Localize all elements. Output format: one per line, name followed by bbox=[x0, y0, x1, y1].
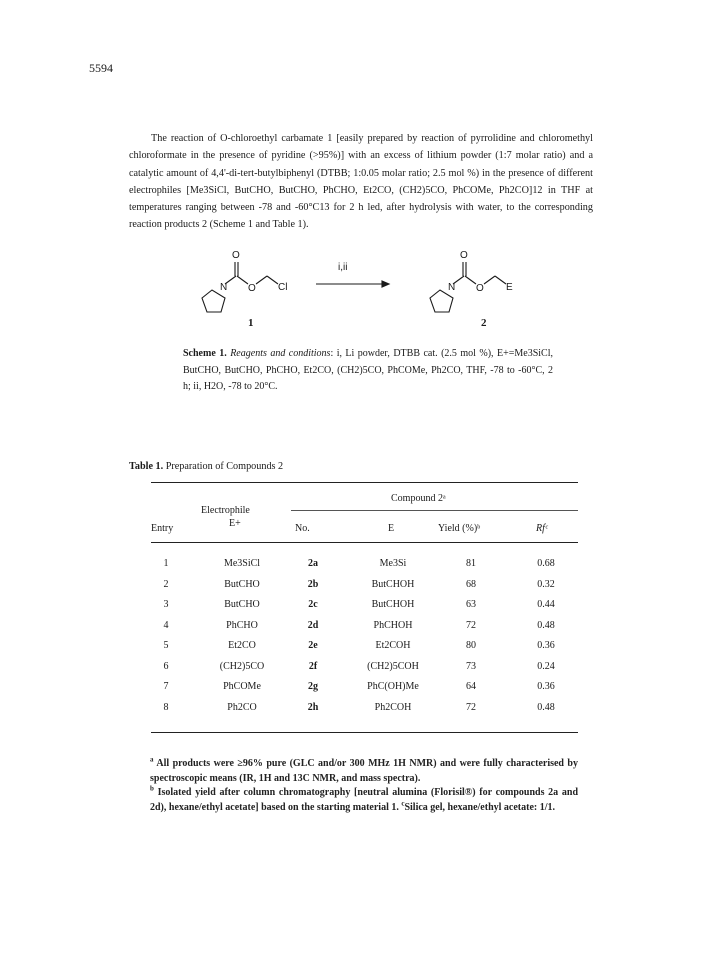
footnote-c-text: Silica gel, hexane/ethyl acetate: 1/1. bbox=[404, 802, 555, 814]
compound-2-label: 2 bbox=[481, 317, 487, 329]
table-yield: 80 bbox=[466, 640, 476, 651]
table-compound-no: 2c bbox=[308, 599, 318, 610]
table-row bbox=[151, 702, 578, 722]
header-entry: Entry bbox=[151, 523, 174, 534]
table-entry: 3 bbox=[163, 599, 169, 610]
table-entry: 7 bbox=[163, 681, 169, 692]
table-yield: 72 bbox=[466, 619, 476, 631]
table-compound-no: 2a bbox=[308, 558, 318, 569]
table-rf: 0.68 bbox=[537, 558, 555, 569]
table-yield: 73 bbox=[466, 660, 476, 672]
table-e-group: ButCHOH bbox=[371, 578, 415, 590]
reagents-label: i,ii bbox=[338, 262, 348, 273]
atom-o-carbonyl-2: O bbox=[460, 250, 468, 261]
table-electrophile: ButCHO bbox=[224, 599, 260, 610]
scheme-caption-lead: Scheme 1. bbox=[183, 348, 227, 359]
table-yield: 64 bbox=[466, 681, 476, 692]
table-title-bold: Table 1. bbox=[129, 461, 164, 472]
table-rf: 0.48 bbox=[537, 701, 555, 713]
table-e-group: Me3Si bbox=[379, 558, 407, 569]
table-entry: 4 bbox=[163, 619, 169, 631]
table-top-rule bbox=[151, 482, 578, 483]
header-electrophile-sub: E+ bbox=[229, 518, 241, 529]
compound-1-label: 1 bbox=[248, 317, 254, 329]
table-entry: 1 bbox=[163, 558, 169, 569]
header-sub-rule bbox=[291, 510, 578, 511]
table-entry: 6 bbox=[163, 660, 169, 672]
body-paragraph: The reaction of O-chloroethyl carbamate 1 [easily prepared by reaction of pyrrolidine and chloromethyl chloroformate in the presence of pyridine (>95%)] with an excess of lithium powder (1:7 molar ratio) and a catalytic amount of 4,4'-di-tert-butylbiphenyl (DTBB; 1:0.05 molar ratio; 2.5 mol %) in the presence of different electrophiles [Me3SiCl, ButCHO, ButCHO, PhCHO, Et2CO, (CH2)5CO, PhCOMe, Ph2CO]12 in THF at temperatures ranging between -78 and -60°C13 for 2 h led, after hydrolysis with water, to the corresponding reaction products 2 (Scheme 1 and Table 1). bbox=[129, 133, 593, 231]
table-e-group: PhCHOH bbox=[373, 619, 413, 631]
table-compound-no: 2g bbox=[308, 681, 318, 692]
atom-cl: Cl bbox=[278, 282, 288, 293]
table-compound-no: 2b bbox=[307, 578, 319, 590]
table-e-group: Et2COH bbox=[375, 640, 411, 651]
footnote-b-mark: b bbox=[150, 785, 154, 794]
atom-o-carbonyl-1: O bbox=[232, 250, 240, 261]
table-yield: 68 bbox=[466, 578, 476, 590]
table-e-group: Ph2COH bbox=[374, 701, 412, 713]
table-rf: 0.44 bbox=[537, 599, 555, 610]
scheme-caption-text: : i, Li powder, DTBB cat. (2.5 mol %), E+=Me3SiCl, ButCHO, ButCHO, PhCHO, Et2CO, (CH2)5CO, PhCOMe, Ph2CO, THF, -78 to -60°C, 2 h; ii, H2O, -78 to 20°C. bbox=[183, 348, 553, 392]
compound-2-structure bbox=[430, 262, 506, 312]
header-electrophile: Electrophile bbox=[201, 505, 250, 516]
scheme-caption bbox=[183, 346, 553, 396]
footnote-b-text: Isolated yield after column chromatography [neutral alumina (Florisil®) for compounds 2a and 2d), hexane/ethyl acetate] based on the starting material 1. bbox=[150, 787, 578, 814]
table-title-text: Preparation of Compounds 2 bbox=[163, 461, 284, 472]
header-rf: Rfᶜ bbox=[536, 523, 548, 534]
table-entry: 8 bbox=[163, 701, 169, 713]
table-yield: 81 bbox=[466, 558, 476, 569]
table-rf: 0.24 bbox=[537, 660, 555, 672]
header-yield: Yield (%)ᵇ bbox=[438, 523, 481, 534]
header-e: E bbox=[388, 523, 395, 534]
header-bottom-rule bbox=[151, 542, 578, 543]
table-footnotes bbox=[150, 757, 578, 816]
table-rf: 0.32 bbox=[537, 578, 555, 590]
table-compound-no: 2f bbox=[308, 660, 318, 672]
header-no: No. bbox=[295, 523, 310, 534]
table-electrophile: (CH2)5CO bbox=[219, 660, 265, 672]
atom-n-2: N bbox=[448, 282, 456, 293]
table-electrophile: Ph2CO bbox=[227, 701, 257, 713]
footnote-a-mark: a bbox=[150, 755, 154, 764]
table-e-group: PhC(OH)Me bbox=[367, 681, 419, 692]
header-compound: Compound 2ᵃ bbox=[391, 493, 446, 504]
table-row bbox=[151, 620, 578, 640]
table-bottom-rule bbox=[151, 732, 578, 733]
atom-n-1: N bbox=[220, 282, 228, 293]
table-electrophile: Et2CO bbox=[228, 640, 256, 651]
scheme-drawing bbox=[190, 242, 530, 332]
table-row bbox=[151, 640, 578, 660]
compound-1-structure bbox=[202, 262, 278, 312]
table-row bbox=[151, 579, 578, 599]
scheme-caption-italic: Reagents and conditions bbox=[230, 348, 331, 359]
table-e-group: (CH2)5COH bbox=[367, 660, 419, 672]
table-rf: 0.36 bbox=[537, 640, 555, 651]
atom-o-ester-1: O bbox=[248, 283, 256, 294]
table-electrophile: Me3SiCl bbox=[223, 558, 261, 569]
reaction-scheme bbox=[190, 242, 530, 332]
table-row bbox=[151, 599, 578, 619]
atom-o-ester-2: O bbox=[476, 283, 484, 294]
table-entry: 5 bbox=[163, 640, 169, 651]
table-row bbox=[151, 661, 578, 681]
table-title bbox=[129, 461, 283, 472]
table-compound-no: 2d bbox=[307, 619, 319, 631]
table-row bbox=[151, 558, 578, 578]
atom-e: E bbox=[506, 282, 513, 293]
table-entry: 2 bbox=[163, 578, 169, 590]
table-electrophile: PhCHO bbox=[226, 619, 258, 631]
table-compound-no: 2h bbox=[307, 701, 319, 713]
table-compound-no: 2e bbox=[308, 640, 318, 651]
table-rf: 0.36 bbox=[537, 681, 555, 692]
table-electrophile: ButCHO bbox=[224, 578, 260, 590]
footnote-a-text: All products were ≥96% pure (GLC and/or 300 MHz 1H NMR) and were fully characterised by spectroscopic means (IR, 1H and 13C NMR, and mass spectra). bbox=[150, 758, 578, 784]
table-e-group: ButCHOH bbox=[371, 599, 415, 610]
footnote-c-mark: c bbox=[401, 799, 405, 808]
reaction-arrow bbox=[316, 281, 389, 287]
table-yield: 63 bbox=[466, 599, 476, 610]
table-yield: 72 bbox=[466, 701, 476, 713]
table-rf: 0.48 bbox=[537, 619, 555, 631]
page-number: 5594 bbox=[89, 61, 113, 75]
table-electrophile: PhCOMe bbox=[223, 681, 261, 692]
table-row bbox=[151, 681, 578, 701]
